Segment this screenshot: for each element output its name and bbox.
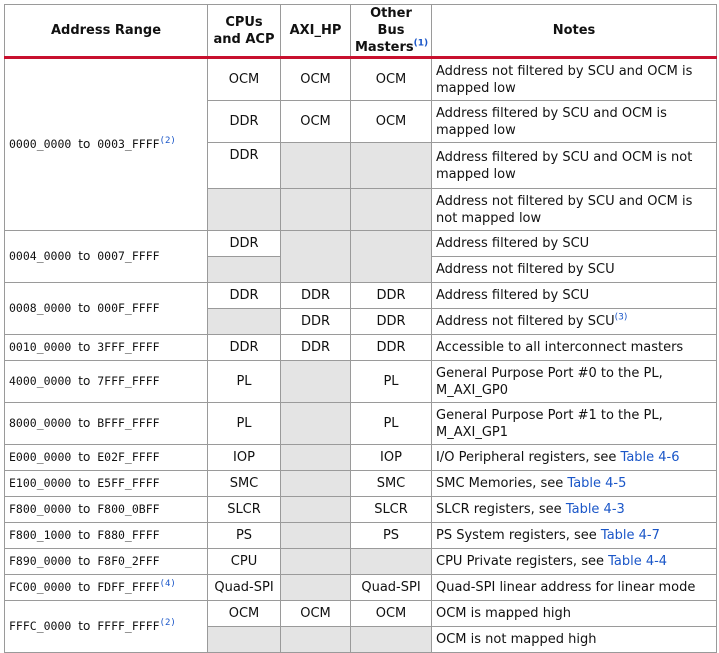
notes-cell — [432, 309, 717, 335]
notes-text: I/O Peripheral registers, see — [436, 450, 621, 465]
header-other-bus-masters-label: Other Bus Masters — [355, 6, 414, 55]
footnote-ref[interactable]: (2) — [159, 618, 176, 629]
footnote-ref[interactable]: (2) — [159, 136, 176, 147]
empty-cell — [208, 189, 281, 231]
header-notes: Notes — [432, 5, 717, 58]
address-end: FFFF_FFFF — [97, 619, 160, 633]
to-label: to — [78, 301, 91, 315]
address-start: E100_0000 — [9, 476, 72, 490]
cpu-acp-cell: DDR — [208, 283, 281, 309]
to-label: to — [78, 619, 91, 633]
address-map-page — [4, 4, 717, 653]
empty-cell — [351, 189, 432, 231]
notes-cell: Address filtered by SCU and OCM is mapped low — [432, 101, 717, 143]
table-row — [5, 445, 717, 471]
address-range-cell — [5, 231, 208, 283]
notes-text: SMC Memories, see — [436, 476, 568, 491]
empty-cell — [281, 549, 351, 575]
address-start: F800_0000 — [9, 502, 72, 516]
cpu-acp-cell: DDR — [208, 101, 281, 143]
empty-cell — [281, 143, 351, 189]
footnote-ref[interactable]: (4) — [159, 579, 176, 590]
notes-cell: General Purpose Port #1 to the PL, M_AXI_GP1 — [432, 403, 717, 445]
cpu-acp-cell: Quad-SPI — [208, 575, 281, 601]
other-bus-cell: DDR — [351, 309, 432, 335]
cpu-acp-cell: PL — [208, 361, 281, 403]
cpu-acp-cell: IOP — [208, 445, 281, 471]
to-label: to — [78, 554, 91, 568]
other-bus-cell: OCM — [351, 58, 432, 101]
address-start: 0010_0000 — [9, 340, 72, 354]
table-row — [5, 575, 717, 601]
table-row — [5, 497, 717, 523]
empty-cell — [208, 309, 281, 335]
empty-cell — [281, 445, 351, 471]
cpu-acp-cell: SMC — [208, 471, 281, 497]
address-end: F8F0_2FFF — [97, 554, 160, 568]
to-label: to — [78, 249, 91, 263]
address-range-cell — [5, 58, 208, 231]
to-label: to — [78, 528, 91, 542]
empty-cell — [281, 189, 351, 231]
empty-cell — [281, 575, 351, 601]
address-end: 0003_FFFF — [97, 137, 160, 151]
notes-cell — [432, 549, 717, 575]
axi-hp-cell: DDR — [281, 283, 351, 309]
to-label: to — [78, 476, 91, 490]
address-end: 0007_FFFF — [97, 249, 160, 263]
notes-cell: Address filtered by SCU and OCM is not mapped low — [432, 143, 717, 189]
address-end: F800_0BFF — [97, 502, 160, 516]
notes-cell: Accessible to all interconnect masters — [432, 335, 717, 361]
address-end: F880_FFFF — [97, 528, 160, 542]
axi-hp-cell: OCM — [281, 58, 351, 101]
address-range-cell — [5, 601, 208, 653]
table-link[interactable]: Table 4-4 — [608, 554, 668, 569]
other-bus-cell: SLCR — [351, 497, 432, 523]
other-bus-cell: DDR — [351, 335, 432, 361]
address-start: F890_0000 — [9, 554, 72, 568]
notes-cell: OCM is not mapped high — [432, 627, 717, 653]
table-row — [5, 361, 717, 403]
address-range-cell — [5, 549, 208, 575]
other-bus-cell: Quad-SPI — [351, 575, 432, 601]
address-start: 0000_0000 — [9, 137, 72, 151]
table-row — [5, 283, 717, 309]
other-bus-cell: PL — [351, 361, 432, 403]
address-range-cell — [5, 403, 208, 445]
address-end: 000F_FFFF — [97, 301, 160, 315]
table-row — [5, 335, 717, 361]
other-bus-cell: DDR — [351, 283, 432, 309]
table-row — [5, 549, 717, 575]
to-label: to — [78, 374, 91, 388]
address-range-cell — [5, 361, 208, 403]
notes-cell: Address not filtered by SCU and OCM is not mapped low — [432, 189, 717, 231]
empty-cell — [281, 231, 351, 283]
footnote-ref[interactable]: (1) — [413, 38, 429, 49]
address-end: BFFF_FFFF — [97, 416, 160, 430]
table-link[interactable]: Table 4-7 — [600, 528, 660, 543]
header-cpus-acp: CPUs and ACP — [208, 5, 281, 58]
cpu-acp-cell: DDR — [208, 335, 281, 361]
notes-cell — [432, 445, 717, 471]
cpu-acp-cell: OCM — [208, 601, 281, 627]
other-bus-cell: SMC — [351, 471, 432, 497]
empty-cell — [281, 523, 351, 549]
empty-cell — [351, 143, 432, 189]
notes-cell: Address filtered by SCU — [432, 283, 717, 309]
table-link[interactable]: Table 4-6 — [620, 450, 680, 465]
table-row — [5, 601, 717, 627]
address-start: 0004_0000 — [9, 249, 72, 263]
address-range-cell — [5, 445, 208, 471]
empty-cell — [351, 549, 432, 575]
table-link[interactable]: Table 4-5 — [567, 476, 627, 491]
address-start: 4000_0000 — [9, 374, 72, 388]
address-start: E000_0000 — [9, 450, 72, 464]
empty-cell — [208, 627, 281, 653]
to-label: to — [78, 416, 91, 430]
notes-text: Address not filtered by SCU — [436, 314, 615, 329]
to-label: to — [78, 137, 91, 151]
notes-cell: OCM is mapped high — [432, 601, 717, 627]
address-range-cell — [5, 575, 208, 601]
other-bus-cell: OCM — [351, 101, 432, 143]
header-address-range: Address Range — [5, 5, 208, 58]
address-end: FDFF_FFFF — [97, 580, 160, 594]
notes-text: PS System registers, see — [436, 528, 601, 543]
other-bus-cell: PS — [351, 523, 432, 549]
address-end: E02F_FFFF — [97, 450, 160, 464]
cpu-acp-cell: PS — [208, 523, 281, 549]
cpu-acp-cell: SLCR — [208, 497, 281, 523]
notes-cell — [432, 471, 717, 497]
axi-hp-cell: DDR — [281, 335, 351, 361]
address-range-cell — [5, 497, 208, 523]
address-range-cell — [5, 523, 208, 549]
empty-cell — [281, 627, 351, 653]
cpu-acp-cell: DDR — [208, 231, 281, 257]
header-axi-hp: AXI_HP — [281, 5, 351, 58]
cpu-acp-cell: CPU — [208, 549, 281, 575]
axi-hp-cell: OCM — [281, 101, 351, 143]
address-start: 8000_0000 — [9, 416, 72, 430]
cpu-acp-cell: DDR — [208, 143, 281, 189]
address-range-cell — [5, 335, 208, 361]
address-end: E5FF_FFFF — [97, 476, 160, 490]
other-bus-cell: IOP — [351, 445, 432, 471]
empty-cell — [351, 627, 432, 653]
header-row — [5, 5, 717, 58]
table-row — [5, 523, 717, 549]
address-start: 0008_0000 — [9, 301, 72, 315]
address-start: FC00_0000 — [9, 580, 72, 594]
header-other-bus-masters — [351, 5, 432, 58]
empty-cell — [208, 257, 281, 283]
empty-cell — [281, 497, 351, 523]
address-range-cell — [5, 283, 208, 335]
axi-hp-cell: OCM — [281, 601, 351, 627]
address-map-table — [4, 4, 717, 653]
address-start: FFFC_0000 — [9, 619, 72, 633]
table-row — [5, 403, 717, 445]
cpu-acp-cell: OCM — [208, 58, 281, 101]
footnote-ref[interactable]: (3) — [614, 312, 628, 323]
address-start: F800_1000 — [9, 528, 72, 542]
notes-cell — [432, 523, 717, 549]
notes-cell: Address filtered by SCU — [432, 231, 717, 257]
notes-cell: Quad-SPI linear address for linear mode — [432, 575, 717, 601]
empty-cell — [351, 231, 432, 283]
table-row — [5, 471, 717, 497]
notes-cell: General Purpose Port #0 to the PL, M_AXI_GP0 — [432, 361, 717, 403]
notes-cell: Address not filtered by SCU — [432, 257, 717, 283]
empty-cell — [281, 361, 351, 403]
other-bus-cell: PL — [351, 403, 432, 445]
table-row — [5, 231, 717, 257]
empty-cell — [281, 471, 351, 497]
other-bus-cell: OCM — [351, 601, 432, 627]
notes-cell — [432, 497, 717, 523]
notes-text: SLCR registers, see — [436, 502, 566, 517]
table-row — [5, 58, 717, 101]
table-link[interactable]: Table 4-3 — [565, 502, 625, 517]
to-label: to — [78, 502, 91, 516]
address-end: 7FFF_FFFF — [97, 374, 160, 388]
address-end: 3FFF_FFFF — [97, 340, 160, 354]
axi-hp-cell: DDR — [281, 309, 351, 335]
cpu-acp-cell: PL — [208, 403, 281, 445]
notes-text: CPU Private registers, see — [436, 554, 609, 569]
address-range-cell — [5, 471, 208, 497]
to-label: to — [78, 450, 91, 464]
to-label: to — [78, 580, 91, 594]
to-label: to — [78, 340, 91, 354]
notes-cell: Address not filtered by SCU and OCM is mapped low — [432, 58, 717, 101]
empty-cell — [281, 403, 351, 445]
